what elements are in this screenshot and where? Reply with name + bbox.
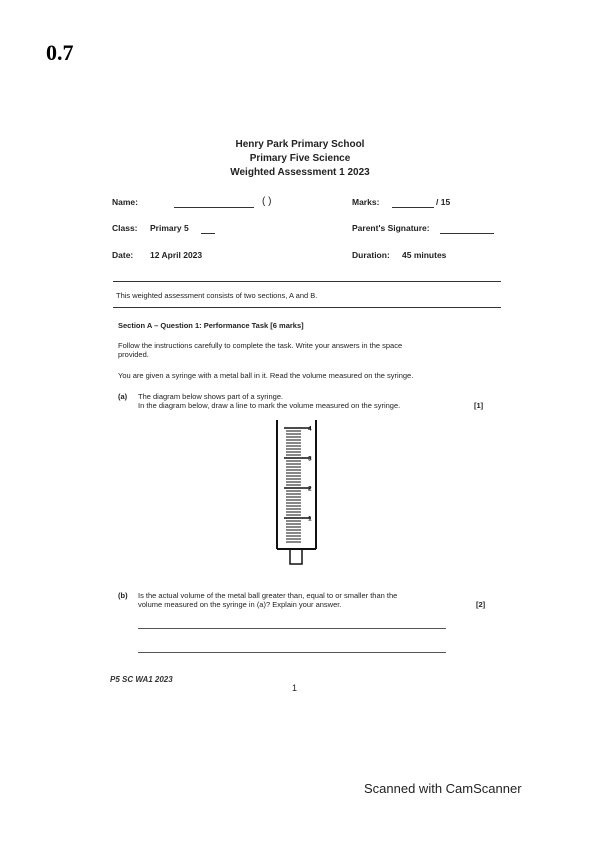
duration-value: 45 minutes [402,250,447,260]
question-a-marks: [1] [474,401,484,410]
syringe-diagram[interactable] [270,418,330,568]
corner-score-label: 0.7 [46,40,74,65]
syringe-scale-label: 3 [308,455,312,463]
intro-text: This weighted assessment consists of two sections, A and B. [116,291,318,300]
camscanner-watermark: Scanned with CamScanner [364,781,522,796]
paper-code: P5 SC WA1 2023 [110,675,173,684]
date-value: 12 April 2023 [150,250,203,260]
bottom-divider [113,307,501,308]
date-label: Date: [112,250,134,260]
name-blank[interactable] [174,207,254,208]
given-text: You are given a syringe with a metal ball in it. Read the volume measured on the syringe. [118,371,414,380]
page-number: 1 [292,683,298,693]
question-a-label: (a) [118,392,128,401]
question-a-line-2: In the diagram below, draw a line to mark the volume measured on the syringe. [138,401,401,410]
name-label: Name: [112,197,138,207]
question-a-line-1: The diagram below shows part of a syringe. [138,392,284,401]
instructions-line-1: Follow the instructions carefully to complete the task. Write your answers in the space [118,341,403,350]
subject-title: Primary Five Science [249,153,351,164]
register-number-parens: ( ) [262,196,272,207]
school-name: Henry Park Primary School [235,139,365,150]
top-divider [113,281,501,282]
question-b-line-2: volume measured on the syringe in (a)? Explain your answer. [138,600,342,609]
parent-signature-blank[interactable] [440,233,494,234]
marks-total: / 15 [436,197,451,207]
section-title: Section A – Question 1: Performance Task [6 marks] [118,321,304,330]
syringe-scale-label: 1 [308,515,312,523]
answer-line-1[interactable] [138,628,446,629]
syringe-nozzle [290,549,302,564]
question-b-line-1: Is the actual volume of the metal ball greater than, equal to or smaller than the [138,591,398,600]
class-blank[interactable] [201,233,215,234]
instructions-line-2: provided. [118,350,149,359]
parent-signature-label: Parent's Signature: [352,223,430,233]
class-value: Primary 5 [150,223,189,233]
marks-blank[interactable] [392,207,434,208]
class-label: Class: [112,223,138,233]
assessment-title: Weighted Assessment 1 2023 [230,167,370,178]
marks-label: Marks: [352,197,380,207]
syringe-scale-label: 4 [308,425,312,433]
answer-line-2[interactable] [138,652,446,653]
duration-label: Duration: [352,250,390,260]
syringe-scale-label: 2 [308,485,312,493]
question-b-label: (b) [118,591,128,600]
question-b-marks: [2] [476,600,486,609]
